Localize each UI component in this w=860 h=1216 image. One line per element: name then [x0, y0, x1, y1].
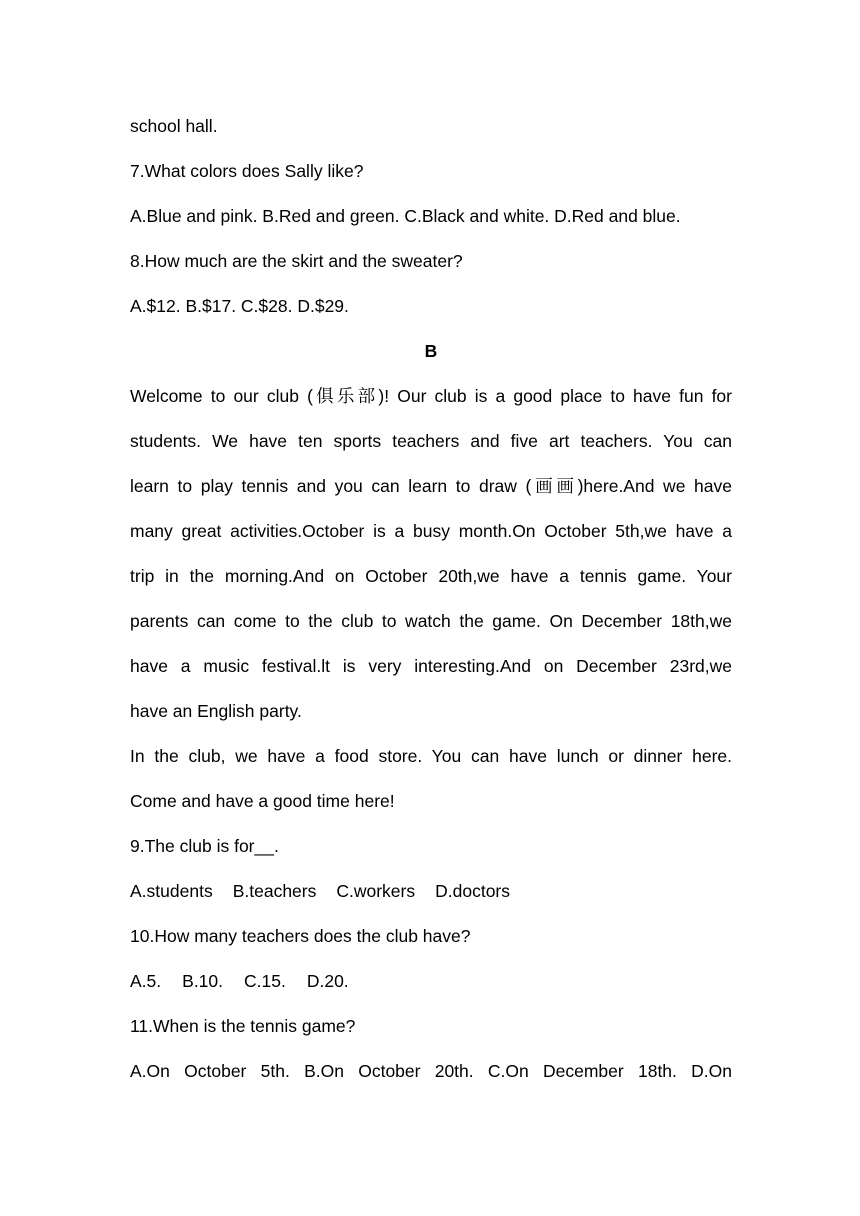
- option-a: A.students: [130, 881, 213, 901]
- passage-line: parents can come to the club to watch the game. On December 18th,we: [130, 611, 732, 631]
- passage2-line: Come and have a good time here!: [130, 791, 395, 811]
- option-a: A.5.: [130, 971, 162, 991]
- question-11-options: A.On October 5th. B.On October 20th. C.On December 18th. D.On: [130, 1061, 732, 1081]
- option-b: B.10.: [182, 971, 224, 991]
- passage-line: have an English party.: [130, 701, 302, 721]
- passage-line: learn to play tennis and you can learn to draw (画画)here.And we have: [130, 476, 732, 496]
- question-11: 11.When is the tennis game?: [130, 1016, 356, 1036]
- option-c: C.workers: [336, 881, 416, 901]
- passage-line: trip in the morning.And on October 20th,we have a tennis game. Your: [130, 566, 732, 586]
- passage-continuation: school hall.: [130, 116, 218, 136]
- option-d: D.doctors: [435, 881, 511, 901]
- question-10: 10.How many teachers does the club have?: [130, 926, 471, 946]
- passage-line: have a music festival.lt is very interesting.And on December 23rd,we: [130, 656, 732, 676]
- section-heading: B: [424, 341, 438, 361]
- question-7: 7.What colors does Sally like?: [130, 161, 364, 181]
- passage-line: many great activities.October is a busy month.On October 5th,we have a: [130, 521, 732, 541]
- option-b: B.teachers: [232, 881, 317, 901]
- passage-line: Welcome to our club (俱乐部)! Our club is a good place to have fun for: [130, 386, 732, 406]
- question-10-options: [130, 959, 732, 1004]
- document-page: [130, 104, 732, 1094]
- option-c: C.15.: [244, 971, 286, 991]
- passage-line: students. We have ten sports teachers and five art teachers. You can: [130, 431, 732, 451]
- option-d: D.20.: [306, 971, 349, 991]
- question-9-options: [130, 869, 732, 914]
- question-8: 8.How much are the skirt and the sweater?: [130, 251, 463, 271]
- question-7-options: A.Blue and pink. B.Red and green. C.Black and white. D.Red and blue.: [130, 206, 681, 226]
- question-9: 9.The club is for__.: [130, 836, 279, 856]
- passage2-line: In the club, we have a food store. You can have lunch or dinner here.: [130, 746, 732, 766]
- question-8-options: A.$12. B.$17. C.$28. D.$29.: [130, 296, 349, 316]
